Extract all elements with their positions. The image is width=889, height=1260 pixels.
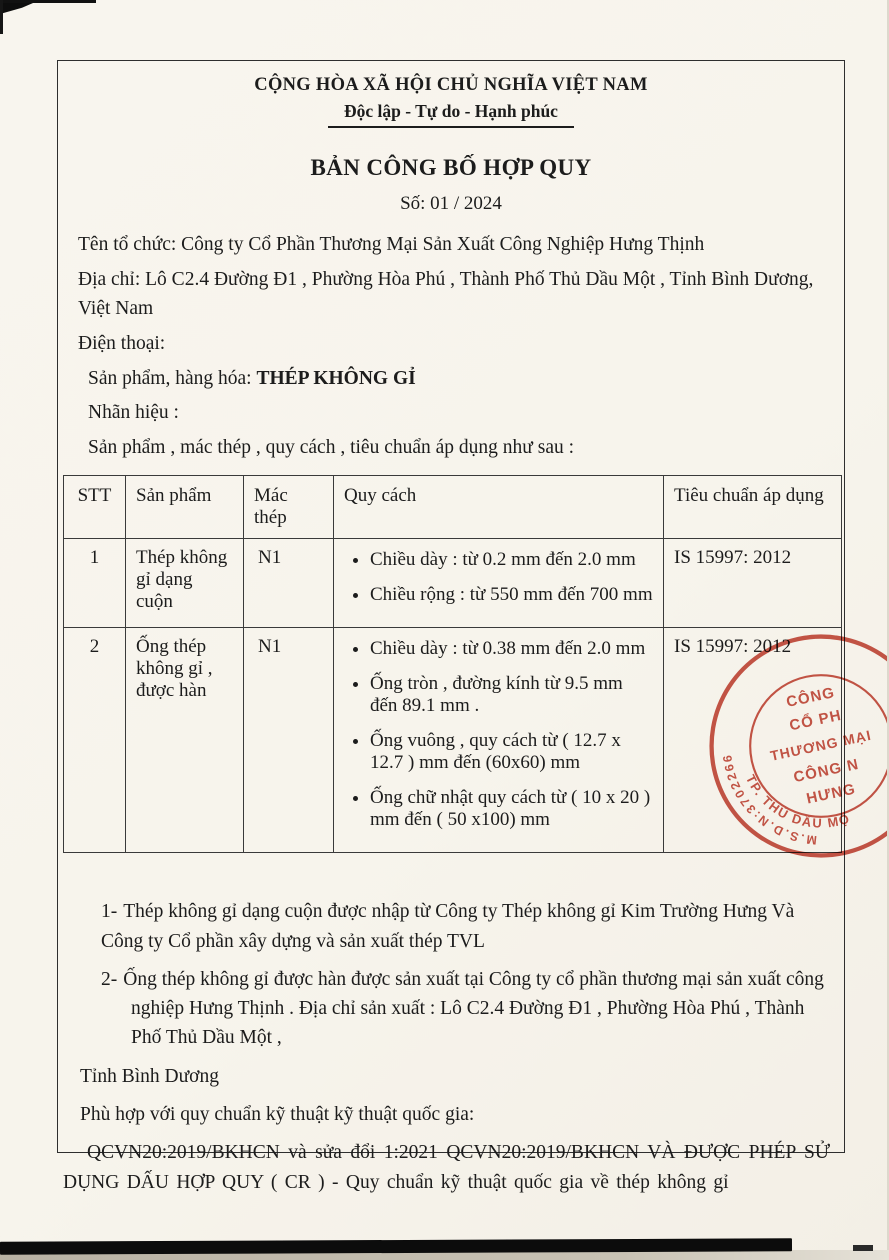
spec-item: • Ống tròn , đường kính từ 9.5 mm đến 89.1 mm .	[370, 673, 653, 717]
note-2-text: Ống thép không gỉ được hàn được sản xuất tại Công ty cổ phần thương mại sản xuất công nghiệp Hưng Thịnh . Địa chỉ sản xuất : Lô C2.4 Đường Đ1 , Phường Hòa Phú , Thành Phố Thủ Dầu Một ,	[123, 968, 824, 1049]
product-label: Sản phẩm, hàng hóa:	[88, 367, 252, 389]
cell-tieu-chuan: IS 15997: 2012	[664, 628, 842, 853]
info-section	[78, 230, 824, 462]
stamp-line: THƯƠNG MẠI	[768, 726, 873, 764]
note-1-marker: 1-	[101, 901, 118, 923]
conformity-line: Phù hợp với quy chuẩn kỹ thuật kỹ thuật quốc gia:	[80, 1103, 475, 1125]
stamp-line: HƯNG	[804, 780, 858, 808]
cell-mac-thep: N1	[244, 539, 334, 628]
stamp-city-text: TP. THỦ DẦU MỘ	[742, 772, 853, 831]
stamp-line: CỔ PH	[787, 706, 844, 735]
org-name-line: Tên tổ chức: Công ty Cổ Phần Thương Mại Sản Xuất Công Nghiệp Hưng Thịnh	[78, 234, 705, 255]
motto: Độc lập - Tự do - Hạnh phúc	[328, 101, 574, 128]
spec-item: • Ống chữ nhật quy cách từ ( 10 x 20 ) mm đến ( 50 x100) mm	[370, 787, 653, 831]
cell-tieu-chuan: IS 15997: 2012	[664, 539, 842, 628]
col-header-tieu-chuan: Tiêu chuẩn áp dụng	[664, 476, 842, 539]
col-header-san-pham: Sản phẩm	[126, 476, 244, 539]
note-1	[101, 897, 824, 956]
cell-stt: 1	[64, 539, 126, 628]
table-row	[64, 539, 842, 628]
note-2-marker: 2-	[101, 968, 118, 990]
address-line: Địa chỉ: Lô C2.4 Đường Đ1 , Phường Hòa Phú , Thành Phố Thủ Dầu Một , Tỉnh Bình Dương, Việt Nam	[78, 268, 814, 320]
document-title: BẢN CÔNG BỐ HỢP QUY	[310, 155, 592, 180]
phone-line: Điện thoại:	[78, 332, 166, 354]
col-header-mac-thep: Mác thép	[244, 476, 334, 539]
spec-item: • Chiều dày : từ 0.2 mm đến 2.0 mm	[370, 549, 653, 571]
spec-item: • Ống vuông , quy cách từ ( 12.7 x 12.7 ) mm đến (60x60) mm	[370, 730, 653, 774]
table-header-row	[64, 476, 842, 539]
brand-line: Nhãn hiệu :	[88, 402, 179, 424]
product-line	[78, 364, 824, 394]
stamp-msdn-text: M.S.D.N:3702266	[720, 752, 818, 848]
spec-item: • Chiều rộng : từ 550 mm đến 700 mm	[370, 584, 653, 606]
cell-mac-thep: N1	[244, 628, 334, 853]
spec-list	[344, 638, 653, 831]
motto-wrap	[78, 101, 824, 128]
stamp-line: CÔNG N	[792, 755, 861, 787]
stamp-line: CÔNG	[784, 684, 837, 711]
spec-item: • Chiều dày : từ 0.38 mm đến 2.0 mm	[370, 638, 653, 660]
table-intro-line: Sản phẩm , mác thép , quy cách , tiêu chuẩn áp dụng như sau :	[88, 436, 575, 458]
scan-artifact-top-edge	[0, 0, 96, 3]
stamp-center-text	[758, 678, 883, 814]
note-2	[101, 965, 824, 1053]
notes-section	[63, 897, 830, 1198]
document-number: Số: 01 / 2024	[400, 193, 502, 214]
spec-list	[344, 549, 653, 606]
cell-quy-cach	[334, 539, 664, 628]
col-header-quy-cach: Quy cách	[334, 476, 664, 539]
scan-artifact-left-edge	[0, 0, 3, 34]
cell-san-pham: Ống thép không gỉ , được hàn	[126, 628, 244, 853]
regulation-paragraph: QCVN20:2019/BKHCN và sửa đổi 1:2021 QCVN20:2019/BKHCN VÀ ĐƯỢC PHÉP SỬ DỤNG DẤU HỢP QUY ( CR ) - Quy chuẩn kỹ thuật quốc gia về thép không gỉ	[63, 1142, 830, 1194]
national-header: CỘNG HÒA XÃ HỘI CHỦ NGHĨA VIỆT NAM	[254, 75, 648, 95]
product-value: THÉP KHÔNG GỈ	[256, 367, 416, 389]
cell-stt: 2	[64, 628, 126, 853]
province-line: Tỉnh Bình Dương	[80, 1065, 219, 1087]
note-1-text: Thép không gỉ dạng cuộn được nhập từ Công ty Thép không gỉ Kim Trường Hưng Và Công ty Cổ phần xây dựng và sản xuất thép TVL	[101, 901, 795, 952]
scan-artifact-bottom-dash	[853, 1245, 873, 1251]
page-border-frame	[57, 60, 845, 1194]
cell-san-pham: Thép không gỉ dạng cuộn	[126, 539, 244, 628]
cell-quy-cach	[334, 628, 664, 853]
col-header-stt: STT	[64, 476, 126, 539]
